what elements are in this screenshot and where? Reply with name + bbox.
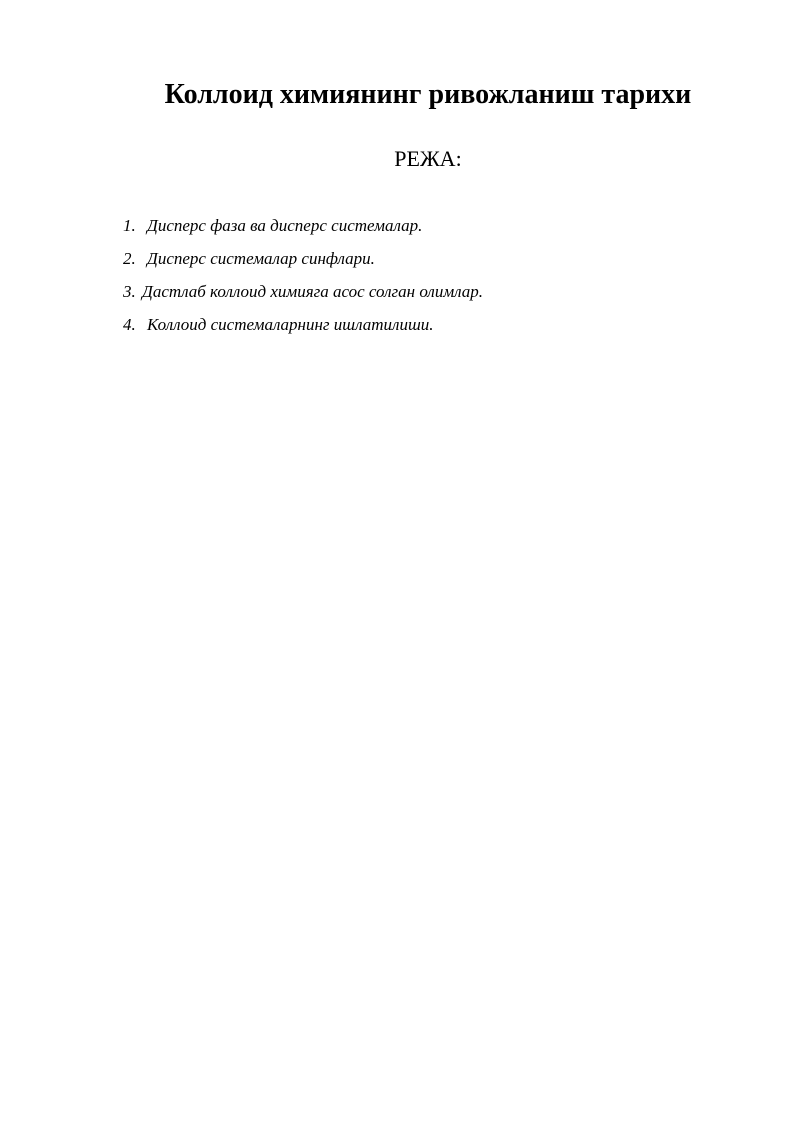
plan-item-number: 2. — [123, 249, 136, 268]
plan-item-text: Дастлаб коллоид химияга асос солган олимлар. — [142, 282, 484, 301]
plan-item-number: 3. — [123, 282, 136, 301]
plan-item — [123, 314, 483, 336]
plan-item — [123, 248, 483, 270]
plan-item — [123, 281, 483, 303]
plan-item-text: Дисперс фаза ва дисперс системалар. — [147, 216, 423, 235]
plan-item-text: Дисперс системалар синфлари. — [147, 249, 375, 268]
plan-item-number: 4. — [123, 315, 136, 334]
plan-list — [123, 215, 483, 347]
plan-item-number: 1. — [123, 216, 136, 235]
document-title: Коллоид химиянинг ривожланиш тарихи — [164, 79, 692, 110]
plan-item-text: Коллоид системаларнинг ишлатилиши. — [147, 315, 434, 334]
plan-item — [123, 215, 483, 237]
plan-heading: РЕЖА: — [394, 146, 462, 171]
